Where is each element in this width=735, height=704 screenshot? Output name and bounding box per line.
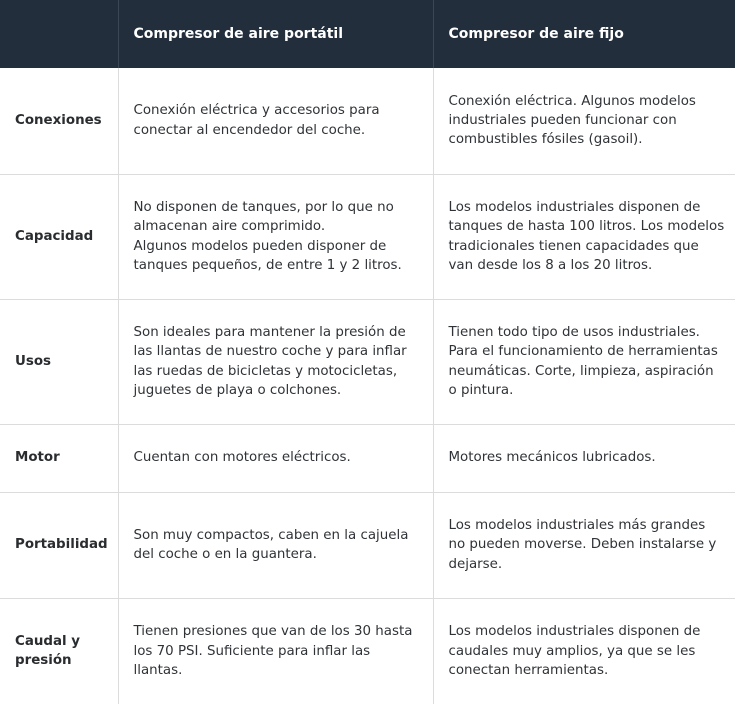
table-body — [0, 68, 735, 704]
table-row-conexiones — [0, 68, 735, 174]
fixed-text: Los modelos industriales disponen de tanques de hasta 100 litros. Los modelos tradicionales tienen capacidades que van desde los 8 a los 20 litros. — [448, 199, 725, 273]
table-row-usos — [0, 299, 735, 424]
table-row-caudal-presion — [0, 598, 735, 704]
fixed-cell — [433, 299, 735, 424]
table-header — [0, 0, 735, 68]
fixed-text: Conexión eléctrica. Algunos modelos industriales pueden funcionar con combustibles fósiles (gasoil). — [448, 93, 696, 148]
fixed-cell — [433, 492, 735, 598]
row-label: Motor — [0, 424, 118, 492]
portable-cell — [118, 598, 433, 704]
header-row — [0, 0, 735, 68]
fixed-cell — [433, 174, 735, 299]
fixed-cell — [433, 424, 735, 492]
portable-text: Cuentan con motores eléctricos. — [133, 450, 351, 466]
fixed-cell — [433, 68, 735, 174]
table-row-capacidad — [0, 174, 735, 299]
portable-text: Tienen presiones que van de los 30 hasta los 70 PSI. Suficiente para inflar las llantas. — [133, 624, 413, 678]
portable-cell — [118, 68, 433, 174]
row-label: Usos — [0, 299, 118, 424]
table-row-portabilidad — [0, 492, 735, 598]
fixed-text: Los modelos industriales disponen de caudales muy amplios, ya que se les conectan herramientas. — [448, 624, 701, 678]
fixed-text: Motores mecánicos lubricados. — [448, 450, 656, 466]
portable-cell — [118, 492, 433, 598]
portable-text: No disponen de tanques, por lo que no almacenan aire comprimido. Algunos modelos pueden disponer de tanques pequeños, de entre 1 y 2 litros. — [133, 199, 402, 273]
row-label: Portabilidad — [0, 492, 118, 598]
header-empty-cell — [0, 0, 118, 68]
fixed-cell — [433, 598, 735, 704]
portable-cell — [118, 424, 433, 492]
fixed-text: Los modelos industriales más grandes no pueden moverse. Deben instalarse y dejarse. — [448, 518, 717, 572]
row-label: Caudal y presión — [0, 598, 118, 704]
portable-text: Son muy compactos, caben en la cajuela del coche o en la guantera. — [133, 527, 409, 562]
portable-cell — [118, 174, 433, 299]
portable-cell — [118, 299, 433, 424]
row-label: Conexiones — [0, 68, 118, 174]
fixed-text: Tienen todo tipo de usos industriales. Para el funcionamiento de herramientas neumáticas. Corte, limpieza, aspiración o pintura. — [448, 324, 718, 398]
portable-text: Conexión eléctrica y accesorios para conectar al encendedor del coche. — [133, 103, 380, 138]
header-fixed-compressor: Compresor de aire fijo — [433, 0, 735, 68]
header-portable-compressor: Compresor de aire portátil — [118, 0, 433, 68]
row-label: Capacidad — [0, 174, 118, 299]
portable-text: Son ideales para mantener la presión de las llantas de nuestro coche y para inflar las ruedas de bicicletas y motocicletas, juguetes de playa o colchones. — [133, 324, 407, 398]
table-row-motor — [0, 424, 735, 492]
